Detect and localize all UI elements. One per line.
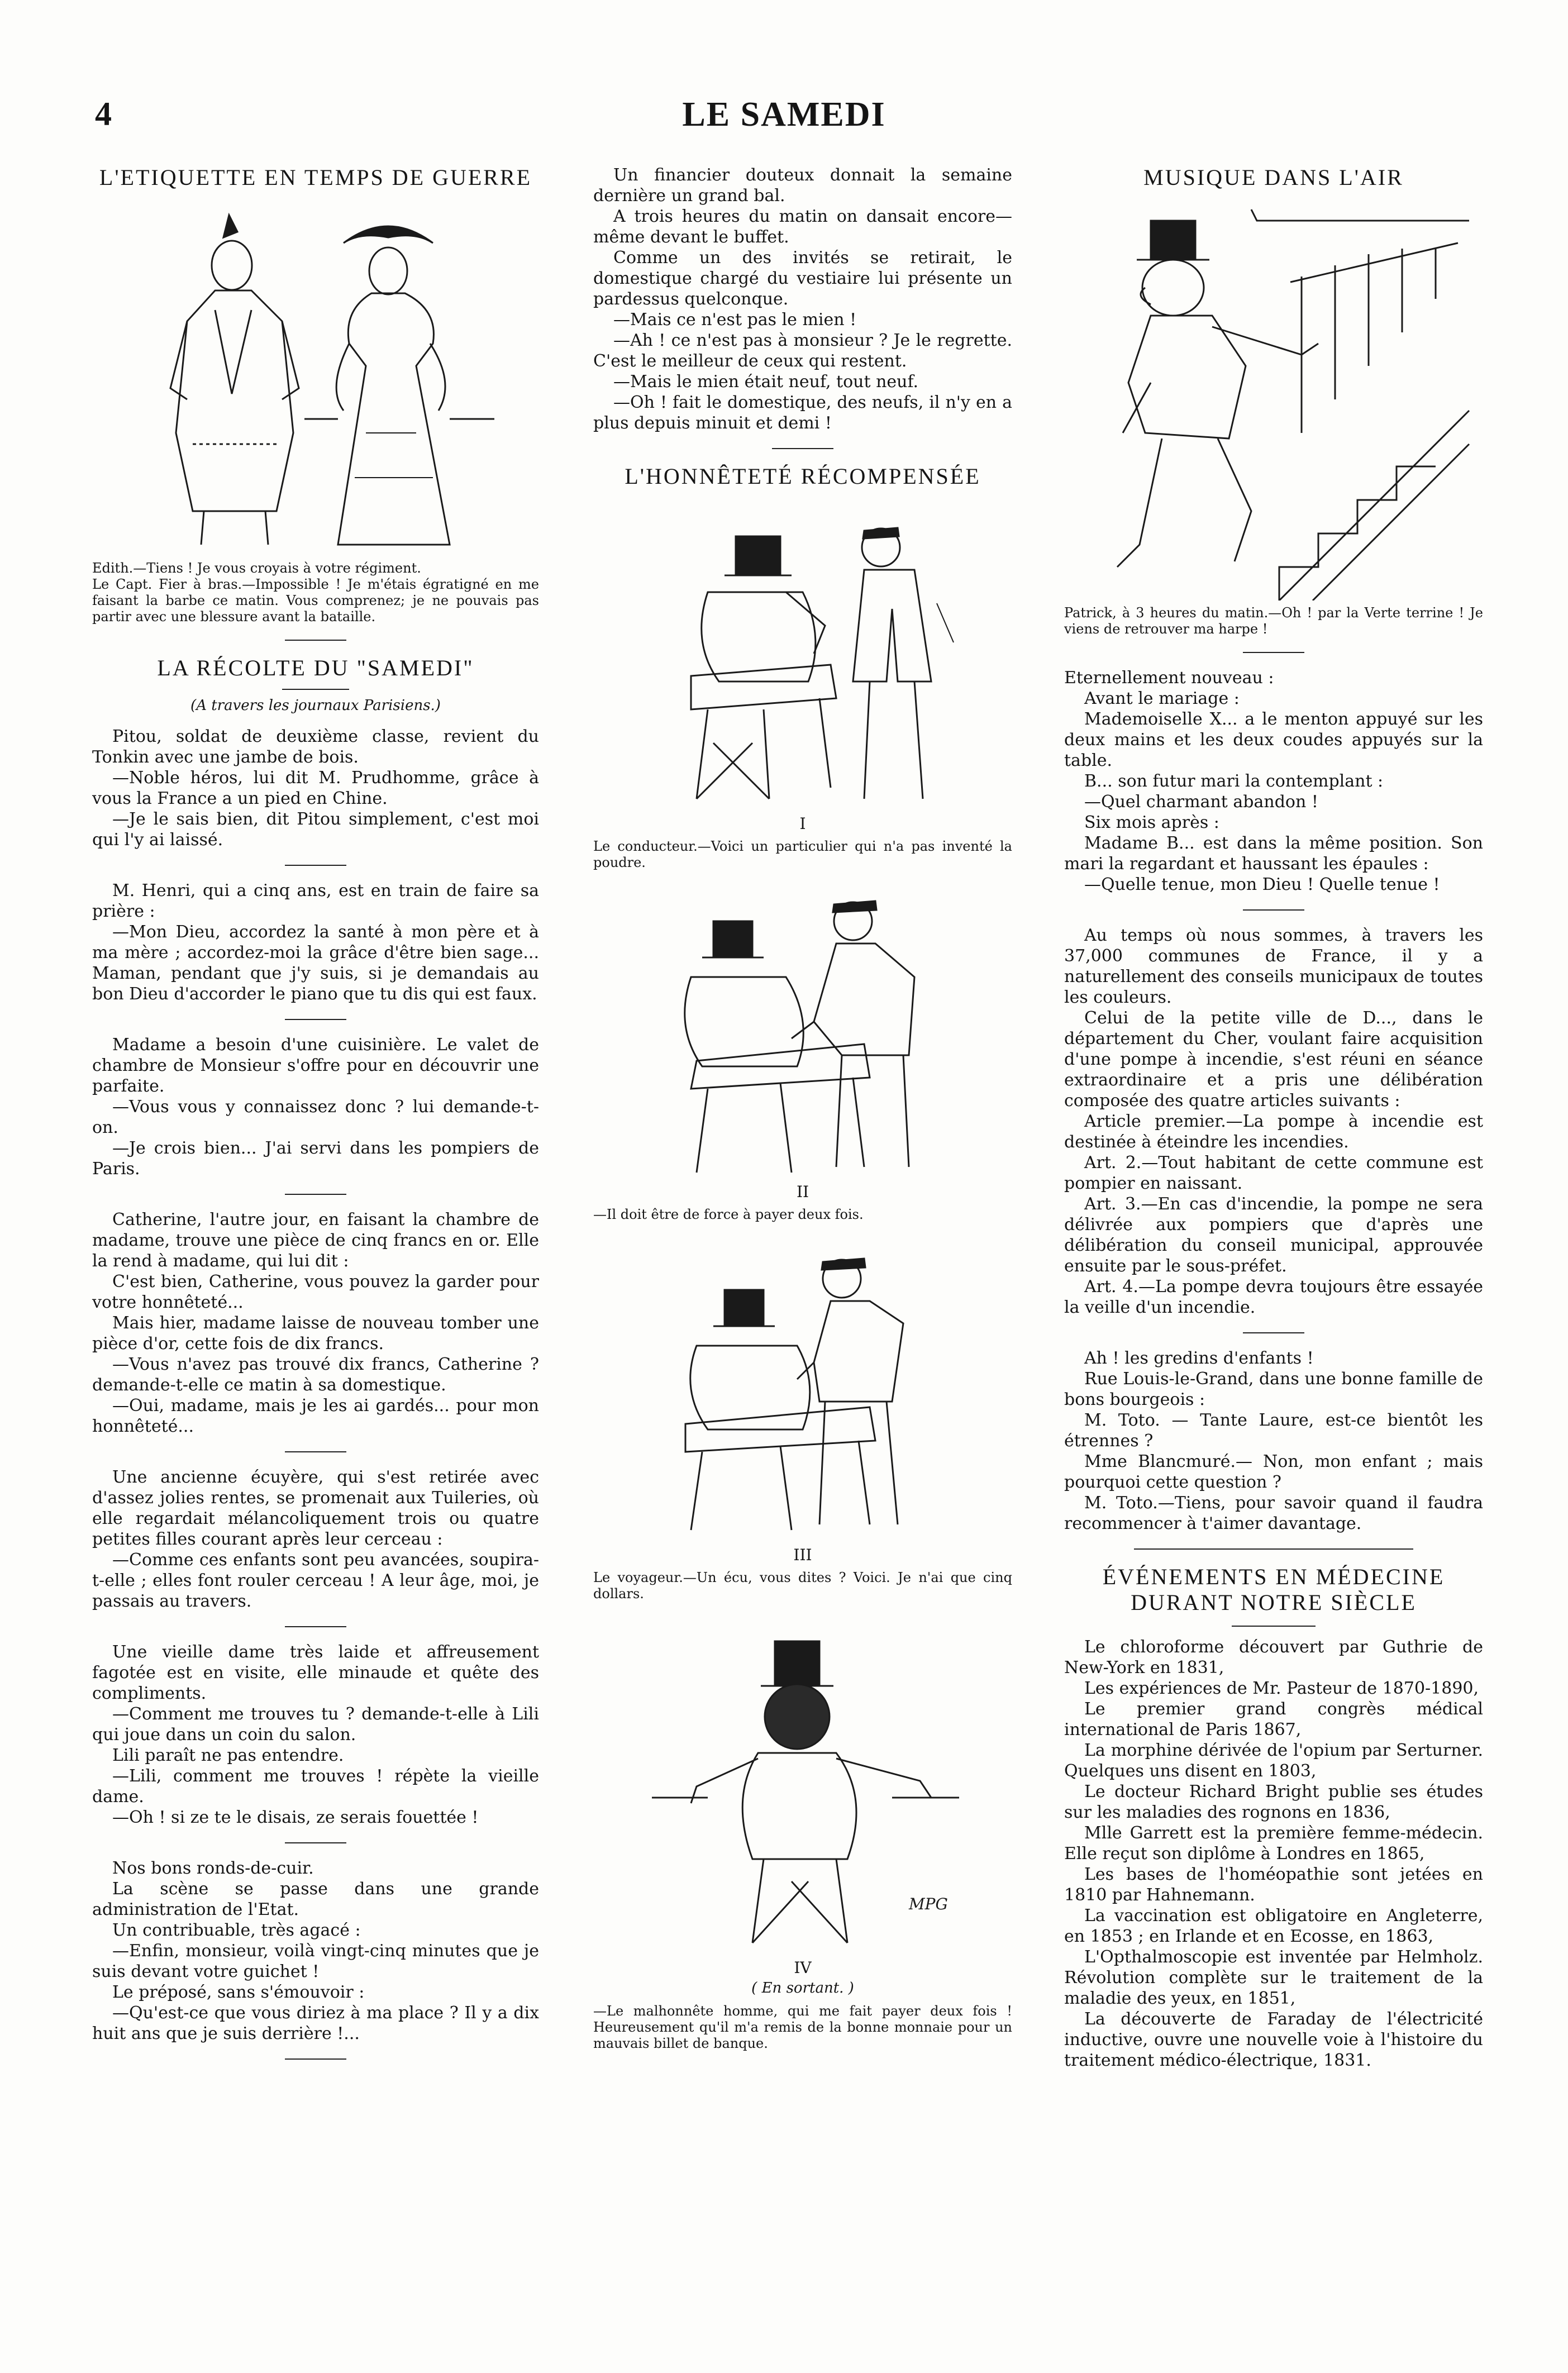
paragraph: Le docteur Richard Bright publie ses études sur les maladies des rognons en 1836, (1064, 1782, 1483, 1822)
paragraph: —Mais ce n'est pas le mien ! (613, 310, 857, 330)
paragraph: Madame B... est dans la même position. Son mari la regardant et haussant les épaules : (1064, 833, 1483, 874)
paragraph: Art. 4.—La pompe devra toujours être essayée la veille d'un incendie. (1064, 1277, 1483, 1317)
paragraph: La scène se passe dans une grande administration de l'Etat. (92, 1879, 539, 1919)
figure-number: I (799, 814, 806, 833)
divider (285, 640, 346, 641)
figure-number: IV (794, 1959, 812, 1977)
caption-musique: Patrick, à 3 heures du matin.—Oh ! par la Verte terrine ! Je viens de retrouver ma harpe ! (1064, 605, 1483, 637)
paragraph: Art. 3.—En cas d'incendie, la pompe ne sera délivrée aux pompiers que d'après une délibération du conseil municipal, approuvée ensuite par le sous-préfet. (1064, 1194, 1483, 1276)
paragraph: B... son futur mari la contemplant : (1084, 771, 1384, 791)
caption-figure-1: Le conducteur.—Voici un particulier qui n'a pas inventé la poudre. (593, 838, 1012, 870)
paragraph: Une vieille dame très laide et affreusement fagotée est en visite, elle minaude et quête des compliments. (92, 1642, 539, 1703)
divider (1243, 1332, 1304, 1333)
paragraph: Article premier.—La pompe à incendie est destinée à éteindre les incendies. (1064, 1112, 1483, 1152)
artist-signature: MPG (909, 1895, 948, 1913)
paragraph: Au temps où nous sommes, à travers les 37,000 communes de France, il y a naturellement des conseils municipaux de toutes les couleurs. (1064, 926, 1483, 1007)
figure-subtitle: ( En sortant. ) (751, 1980, 854, 1996)
paragraph: Un contribuable, très agacé : (112, 1921, 361, 1940)
paragraph: —Oh ! fait le domestique, des neufs, il n'y en a plus depuis minuit et demi ! (593, 393, 1012, 433)
illustration-conductor-scene-1 (624, 497, 981, 810)
paragraph: La vaccination est obligatoire en Angleterre, en 1853 ; en Irlande et en Ecosse, en 1863, (1064, 1906, 1483, 1946)
paragraph: Ah ! les gredins d'enfants ! (1084, 1348, 1314, 1368)
divider (285, 865, 346, 866)
illustration-conductor-scene-3 (630, 1240, 976, 1541)
divider (1243, 909, 1304, 911)
paragraph: —Vous n'avez pas trouvé dix francs, Catherine ? demande-t-elle ce matin à sa domestique. (92, 1355, 539, 1395)
figure-number: II (796, 1183, 809, 1201)
paragraph: L'Opthalmoscopie est inventée par Helmholz. Révolution complète sur le traitement de la maladie des yeux, en 1851, (1064, 1947, 1483, 2008)
article-title-musique: MUSIQUE DANS L'AIR (1143, 165, 1404, 190)
paragraph: Le préposé, sans s'émouvoir : (112, 1983, 365, 2002)
paragraph: C'est bien, Catherine, vous pouvez la garder pour votre honnêteté... (92, 1272, 539, 1312)
article-subtitle: (A travers les journaux Parisiens.) (190, 697, 441, 714)
divider (285, 2058, 346, 2060)
paragraph: Madame a besoin d'une cuisinière. Le valet de chambre de Monsieur s'offre pour en découvrir une parfaite. (92, 1035, 539, 1096)
paragraph: Un financier douteux donnait la semaine dernière un grand bal. (593, 165, 1012, 206)
paragraph: —Enfin, monsieur, voilà vingt-cinq minutes que je suis devant votre guichet ! (92, 1941, 539, 1981)
page-number: 4 (95, 96, 112, 132)
caption-figure-2: —Il doit être de force à payer deux fois. (593, 1207, 864, 1222)
article-title-recolte: LA RÉCOLTE DU "SAMEDI" (157, 655, 474, 680)
paragraph: La morphine dérivée de l'opium par Serturner. Quelques uns disent en 1803, (1064, 1741, 1483, 1781)
paragraph: —Je le sais bien, dit Pitou simplement, c'est moi qui l'y ai laissé. (92, 809, 539, 850)
paragraph: —Je crois bien... J'ai servi dans les pompiers de Paris. (92, 1138, 539, 1179)
paragraph: Une ancienne écuyère, qui s'est retirée avec d'assez jolies rentes, se promenait aux Tuileries, où elle regardait mélancoliquement trois ou quatre petites filles courant après leur cerceau : (92, 1467, 539, 1549)
paragraph: Art. 2.—Tout habitant de cette commune est pompier en naissant. (1064, 1153, 1483, 1193)
divider (285, 1451, 346, 1452)
article-title-etiquette: L'ETIQUETTE EN TEMPS DE GUERRE (99, 165, 532, 190)
paragraph: Avant le mariage : (1084, 689, 1240, 708)
paragraph: Celui de la petite ville de D..., dans le département du Cher, voulant faire acquisition d'une pompe à incendie, s'est réuni en séance extraordinaire et a pris une délibération composée des quatre articles suivants : (1064, 1008, 1483, 1111)
divider (1134, 1548, 1413, 1550)
page-header (0, 95, 1568, 145)
paragraph: —Mon Dieu, accordez la santé à mon père et à ma mère ; accordez-moi la grâce d'être bien sage... Maman, pendant que j'y suis, si je demandais au bon Dieu d'accorder le piano que tu dis qui est faux. (92, 922, 539, 1004)
illustration-soldier-and-lady (103, 198, 528, 556)
caption-etiquette: Edith.—Tiens ! Je vous croyais à votre régiment. Le Capt. Fier à bras.—Impossible ! Je m'étais égratigné en me faisant la barbe ce matin. Vous comprenez; je ne pouvais pas partir avec une blessure avant la bataille. (92, 560, 539, 625)
masthead: LE SAMEDI (682, 96, 886, 134)
paragraph: Les expériences de Mr. Pasteur de 1870-1890, (1084, 1679, 1479, 1698)
paragraph: —Vous vous y connaissez donc ? lui demande-t-on. (92, 1097, 539, 1137)
paragraph: —Ah ! ce n'est pas à monsieur ? Je le regrette. C'est le meilleur de ceux qui restent. (593, 331, 1012, 371)
paragraph: Nos bons ronds-de-cuir. (112, 1859, 314, 1878)
figure-number: III (793, 1546, 812, 1564)
divider (285, 1019, 346, 1020)
paragraph: —Mais le mien était neuf, tout neuf. (613, 372, 919, 392)
paragraph: Mademoiselle X... a le menton appuyé sur les deux mains et les deux coudes appuyés sur la table. (1064, 709, 1483, 770)
paragraph: M. Toto. — Tante Laure, est-ce bientôt les étrennes ? (1064, 1411, 1483, 1451)
paragraph: Pitou, soldat de deuxième classe, revient du Tonkin avec une jambe de bois. (92, 727, 539, 767)
article-title-honnetete: L'HONNÊTETÉ RÉCOMPENSÉE (625, 464, 981, 489)
paragraph: Mais hier, madame laisse de nouveau tomber une pièce d'or, cette fois de dix francs. (92, 1313, 539, 1354)
paragraph: —Oh ! si ze te le disais, ze serais fouettée ! (112, 1808, 479, 1827)
paragraph: Rue Louis-le-Grand, dans une bonne famille de bons bourgeois : (1064, 1369, 1483, 1409)
paragraph: Six mois après : (1084, 813, 1219, 832)
paragraph: Comme un des invités se retirait, le domestique chargé du vestiaire lui présente un pardessus quelconque. (593, 248, 1012, 309)
illustration-conductor-scene-4 (630, 1619, 976, 1954)
divider (1243, 652, 1304, 653)
paragraph: —Quelle tenue, mon Dieu ! Quelle tenue ! (1084, 875, 1440, 894)
paragraph: Les bases de l'homéopathie sont jetées en 1810 par Hahnemann. (1064, 1865, 1483, 1905)
paragraph: —Noble héros, lui dit M. Prudhomme, grâce à vous la France a un pied en Chine. (92, 768, 539, 808)
divider (285, 1194, 346, 1195)
caption-figure-3: Le voyageur.—Un écu, vous dites ? Voici. Je n'ai que cinq dollars. (593, 1570, 1012, 1602)
divider (282, 689, 349, 690)
divider (1232, 1626, 1316, 1627)
paragraph: Mlle Garrett est la première femme-médecin. Elle reçut son diplôme à Londres en 1865, (1064, 1823, 1483, 1864)
paragraph: La découverte de Faraday de l'électricité inductive, ouvre une nouvelle voie à l'histoire du traitement médico-électrique, 1831. (1064, 2009, 1483, 2070)
paragraph: Mme Blancmuré.— Non, mon enfant ; mais pourquoi cette question ? (1064, 1452, 1483, 1492)
paragraph: —Qu'est-ce que vous diriez à ma place ? Il y a dix huit ans que je suis derrière !... (92, 2003, 539, 2043)
paragraph: Catherine, l'autre jour, en faisant la chambre de madame, trouve une pièce de cinq francs en or. Elle la rend à madame, qui lui dit : (92, 1210, 539, 1271)
article-title-medecine: ÉVÉNEMENTS EN MÉDECINE DURANT NOTRE SIÈCLE (1102, 1564, 1445, 1615)
paragraph: —Comme ces enfants sont peu avancées, soupira-t-elle ; elles font rouler cerceau ! A leur âge, moi, je passais au travers. (92, 1550, 539, 1611)
column-left (92, 165, 539, 2074)
divider (772, 448, 833, 449)
paragraph: A trois heures du matin on dansait encore— même devant le buffet. (593, 207, 1012, 247)
paragraph: Eternellement nouveau : (1064, 668, 1274, 688)
paragraph: Lili paraît ne pas entendre. (112, 1746, 344, 1765)
paragraph: M. Toto.—Tiens, pour savoir quand il faudra recommencer à t'aimer davantage. (1064, 1493, 1483, 1533)
column-right (1064, 165, 1483, 2071)
paragraph: M. Henri, qui a cinq ans, est en train de faire sa prière : (92, 881, 539, 921)
paragraph: Le premier grand congrès médical international de Paris 1867, (1064, 1699, 1483, 1740)
divider (285, 1842, 346, 1843)
paragraph: —Comment me trouves tu ? demande-t-elle à Lili qui joue dans un coin du salon. (92, 1704, 539, 1745)
paragraph: Le chloroforme découvert par Guthrie de New-York en 1831, (1064, 1637, 1483, 1678)
paragraph: —Lili, comment me trouves ! répète la vieille dame. (92, 1766, 539, 1807)
paragraph: —Oui, madame, mais je les ai gardés... pour mon honnêteté... (92, 1396, 539, 1436)
divider (285, 1626, 346, 1627)
illustration-man-on-stairs (1067, 198, 1480, 601)
column-middle (593, 165, 1012, 2052)
caption-figure-4: —Le malhonnête homme, qui me fait payer deux fois ! Heureusement qu'il m'a remis de la bonne monnaie pour un mauvais billet de banque. (593, 2003, 1012, 2051)
paragraph: —Quel charmant abandon ! (1084, 792, 1318, 812)
illustration-conductor-scene-2 (630, 888, 976, 1178)
